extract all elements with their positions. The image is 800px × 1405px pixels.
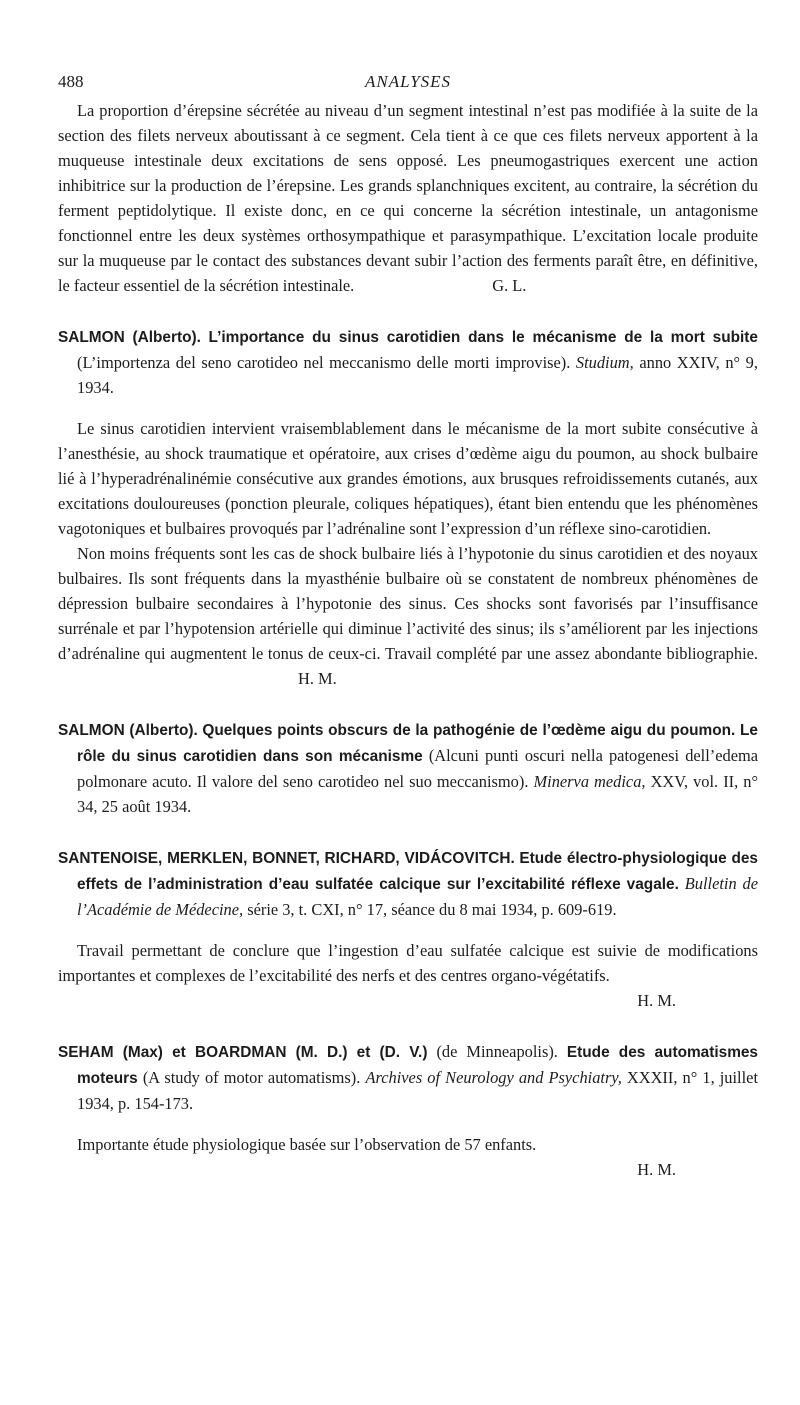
entry-journal: Studium, <box>575 353 634 372</box>
prev-entry-text <box>58 98 758 298</box>
entry-abstract-text: Non moins fréquents sont les cas de shock bulbaire liés à l’hypotonie du sinus carotidien et des noyaux bulbaires. Ils sont fréquents dans la myasthénie bulbaire où se constatent de nombreux phénomènes de dépression bulbaire secondaires à l’hypotonie des sinus. Ces shocks sont favorisés par l’insuffisance surrénale et par l’hypotension artérielle qui diminue l’activité des sinus; ils s’améliorent par les injections d’adrénaline qui augmentent le tonus de ceux-ci. Travail complété par une assez abondante bibliographie. <box>58 544 758 663</box>
entry-title: L’importance du sinus carotidien dans le mécanisme de la mort subite <box>208 329 758 346</box>
entry-title: Etude électro-physiologique des effets de l’administration d’eau sulfatée calcique sur l’excitabilité réflexe vagale. <box>77 850 758 893</box>
entry-signature: H. M. <box>298 669 337 688</box>
entry-author: SEHAM (Max) et BOARDMAN (M. D.) et (D. V.) <box>58 1044 428 1061</box>
entry-seham <box>58 1039 758 1182</box>
entry-original-title: (A study of motor automatisms). <box>142 1068 361 1087</box>
running-head: ANALYSES <box>364 72 452 91</box>
entry-original-title: (Alcuni punti oscuri nella patogenesi dell’edema polmonare acuto. Il valore del seno carotideo nel suo meccanismo). <box>77 746 758 791</box>
entry-abstract: Travail permettant de conclure que l’ingestion d’eau sulfatée calcique est suivie de modifications importantes et complexes de l’excitabilité des nerfs et des centres organo-végétatifs. <box>58 941 758 985</box>
entry-original-title: (L’importenza del seno carotideo nel meccanismo delle morti improvise). <box>77 353 571 372</box>
entry-abstract: Importante étude physiologique basée sur l’observation de 57 enfants. <box>77 1135 537 1154</box>
entry-signature: H. M. <box>637 991 676 1010</box>
entry-title: Quelques points obscurs de la pathogénie de l’œdème aigu du poumon. Le rôle du sinus carotidien dans son mécanisme <box>77 722 758 765</box>
entry-journal: Archives of Neurology and Psychiatry, <box>365 1068 622 1087</box>
entry-origin: (de Minneapolis). <box>436 1042 558 1061</box>
entry-salmon-1 <box>58 324 758 691</box>
page-header <box>58 72 758 94</box>
entry-details: anno XXIV, n° 9, 1934. <box>77 353 758 397</box>
prev-signature: G. L. <box>492 276 527 295</box>
prev-text: La proportion d’érepsine sécrétée au niveau d’un segment intestinal n’est pas modifiée à la suite de la section des filets nerveux aboutissant à ce segment. Cela tient à ce que ces filets nerveux apportent à la muqueuse intestinale deux excitations de sens opposé. Les pneumogastriques exercent une action inhibitrice sur la production de l’érepsine. Les grands splanchniques excitent, au contraire, la sécrétion du ferment peptidolytique. Il existe donc, en ce qui concerne la sécrétion intestinale, un antagonisme fonctionnel entre les deux systèmes orthosympathique et parasympathique. L’excitation locale produite sur la muqueuse par le contact des substances devant subir l’action des ferments paraît être, en définitive, le facteur essentiel de la sécrétion intestinale. <box>58 101 758 295</box>
entry-santenoise <box>58 845 758 1013</box>
entry-journal: Minerva medica, <box>533 772 646 791</box>
entry-abstract-2 <box>58 541 758 691</box>
entry-details: XXXII, n° 1, juillet 1934, p. 154-173. <box>77 1068 758 1113</box>
page-number: 488 <box>58 72 84 91</box>
entry-reference <box>58 1039 758 1116</box>
entry-reference <box>58 717 758 819</box>
entry-details: série 3, t. CXI, n° 17, séance du 8 mai 1934, p. 609-619. <box>247 900 617 919</box>
entry-reference <box>58 845 758 922</box>
entry-journal: Bulletin de l’Académie de Médecine, <box>77 874 758 919</box>
entry-reference <box>58 324 758 400</box>
entry-signature: H. M. <box>637 1160 676 1179</box>
entry-details: XXV, vol. II, n° 34, 25 août 1934. <box>77 772 759 816</box>
entry-title: Etude des automatismes moteurs <box>77 1044 758 1087</box>
entry-author: SANTENOISE, MERKLEN, BONNET, RICHARD, VIDÁCOVITCH. <box>58 850 515 867</box>
page-body <box>58 98 758 1182</box>
entry-author: SALMON (Alberto). <box>58 722 198 739</box>
entry-salmon-2 <box>58 717 758 819</box>
entry-abstract: Le sinus carotidien intervient vraisemblablement dans le mécanisme de la mort subite consécutive à l’anesthésie, au shock traumatique et opératoire, aux crises d’œdème aigu du poumon, au shock bulbaire lié à l’hyperadrénalinémie consécutive aux grandes émotions, aux brusques refroidissements cutanés, aux excitations douloureuses (ponction pleurale, coliques hépatiques), étant bien entendu que les phénomènes vagotoniques et bulbaires provoqués par l’adrénaline sont l’expression d’un réflexe sino-carotidien. <box>58 419 758 538</box>
entry-author: SALMON (Alberto). <box>58 329 201 346</box>
